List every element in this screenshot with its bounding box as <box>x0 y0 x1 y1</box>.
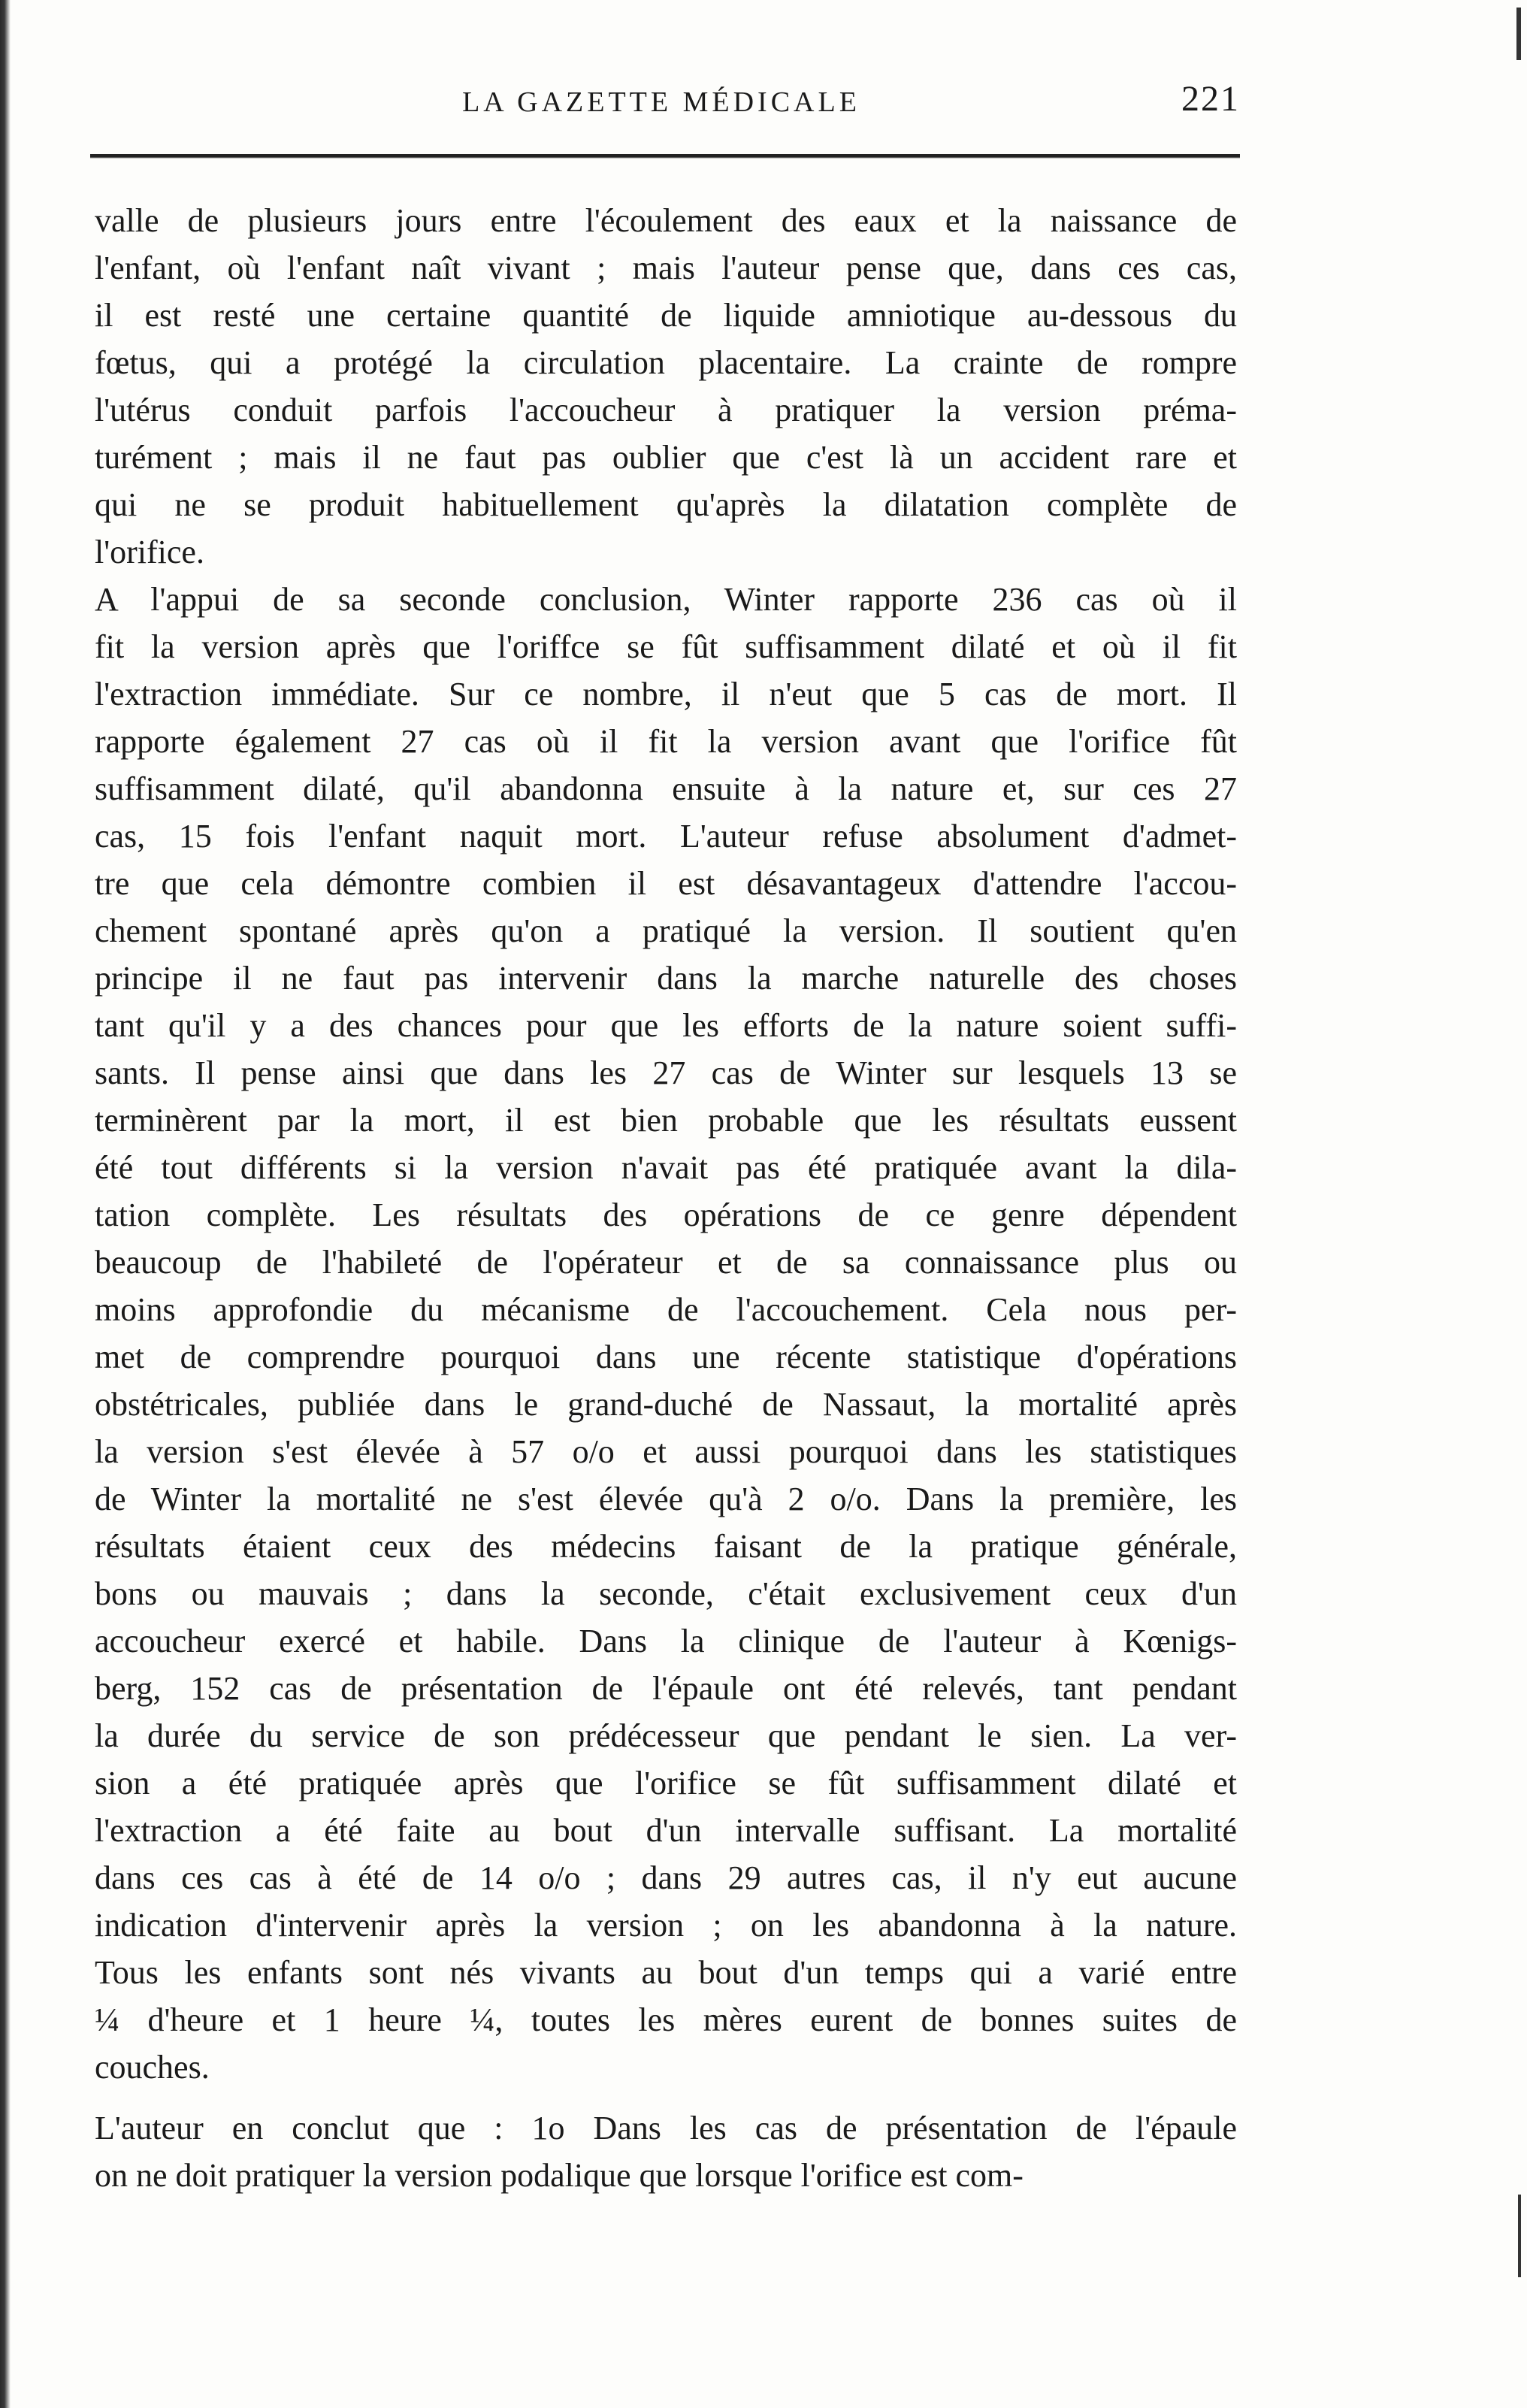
text-line: chement spontané après qu'on a pratiqué la version. Il soutient qu'en <box>95 912 1237 949</box>
text-line: fœtus, qui a protégé la circulation placentaire. La crainte de rompre <box>95 344 1237 381</box>
page-header <box>83 75 1240 128</box>
text-line: indication d'intervenir après la version ; on les abandonna à la nature. <box>95 1907 1237 1944</box>
text-line: l'utérus conduit parfois l'accoucheur à pratiquer la version préma- <box>95 392 1237 428</box>
text-line: moins approfondie du mécanisme de l'accouchement. Cela nous per- <box>95 1291 1237 1328</box>
paragraph-gap <box>95 2091 1237 2104</box>
text-line: l'orifice. <box>95 534 204 570</box>
text-line: valle de plusieurs jours entre l'écoulement des eaux et la naissance de <box>95 202 1237 239</box>
text-line: cas, 15 fois l'enfant naquit mort. L'auteur refuse absolument d'admet- <box>95 818 1237 855</box>
text-line: couches. <box>95 2049 210 2086</box>
text-line: Tous les enfants sont nés vivants au bout d'un temps qui a varié entre <box>95 1954 1237 1991</box>
text-line: l'enfant, où l'enfant naît vivant ; mais l'auteur pense que, dans ces cas, <box>95 250 1237 286</box>
text-line: suffisamment dilaté, qu'il abandonna ensuite à la nature et, sur ces 27 <box>95 770 1237 807</box>
running-title: LA GAZETTE MÉDICALE <box>462 86 860 118</box>
text-line: bons ou mauvais ; dans la seconde, c'était exclusivement ceux d'un <box>95 1575 1237 1612</box>
paragraph <box>95 197 1237 576</box>
text-line: la version s'est élevée à 57 o/o et aussi pourquoi dans les statistiques <box>95 1433 1237 1470</box>
text-line: qui ne se produit habituellement qu'après la dilatation complète de <box>95 486 1237 523</box>
text-line: sants. Il pense ainsi que dans les 27 cas de Winter sur lesquels 13 se <box>95 1054 1237 1091</box>
scan-margin-mark <box>1518 2195 1521 2277</box>
header-rule <box>90 154 1240 159</box>
text-line: tre que cela démontre combien il est désavantageux d'attendre l'accou- <box>95 865 1237 902</box>
text-line: A l'appui de sa seconde conclusion, Winter rapporte 236 cas où il <box>95 581 1237 618</box>
text-line: résultats étaient ceux des médecins faisant de la pratique générale, <box>95 1528 1237 1565</box>
text-line: rapporte également 27 cas où il fit la version avant que l'orifice fût <box>95 723 1237 760</box>
text-line: turément ; mais il ne faut pas oublier que c'est là un accident rare et <box>95 439 1237 476</box>
text-line: de Winter la mortalité ne s'est élevée qu'à 2 o/o. Dans la première, les <box>95 1481 1237 1517</box>
text-line: été tout différents si la version n'avait pas été pratiquée avant la dila- <box>95 1149 1237 1186</box>
text-line: principe il ne faut pas intervenir dans la marche naturelle des choses <box>95 960 1237 997</box>
text-line: ¼ d'heure et 1 heure ¼, toutes les mères eurent de bonnes suites de <box>95 2001 1237 2038</box>
text-line: la durée du service de son prédécesseur que pendant le sien. La ver- <box>95 1717 1237 1754</box>
text-line: tant qu'il y a des chances pour que les efforts de la nature soient suffi- <box>95 1007 1237 1044</box>
text-line: sion a été pratiquée après que l'orifice se fût suffisamment dilaté et <box>95 1765 1237 1801</box>
text-line: terminèrent par la mort, il est bien probable que les résultats eussent <box>95 1102 1237 1139</box>
text-line: obstétricales, publiée dans le grand-duché de Nassaut, la mortalité après <box>95 1386 1237 1423</box>
article-body <box>95 197 1237 2199</box>
text-line: met de comprendre pourquoi dans une récente statistique d'opérations <box>95 1339 1237 1375</box>
text-line: l'extraction immédiate. Sur ce nombre, il n'eut que 5 cas de mort. Il <box>95 676 1237 712</box>
text-line: on ne doit pratiquer la version podalique que lorsque l'orifice est com- <box>95 2157 1024 2194</box>
scan-margin-mark <box>1516 8 1521 60</box>
text-line: accoucheur exercé et habile. Dans la clinique de l'auteur à Kœnigs- <box>95 1623 1237 1659</box>
text-line: tation complète. Les résultats des opérations de ce genre dépendent <box>95 1196 1237 1233</box>
text-line: il est resté une certaine quantité de liquide amniotique au-dessous du <box>95 297 1237 334</box>
text-line: berg, 152 cas de présentation de l'épaule ont été relevés, tant pendant <box>95 1670 1237 1707</box>
paragraph <box>95 576 1237 2091</box>
text-line: fit la version après que l'oriffce se fût suffisamment dilaté et où il fit <box>95 628 1237 665</box>
text-line: l'extraction a été faite au bout d'un intervalle suffisant. La mortalité <box>95 1812 1237 1849</box>
binding-edge <box>0 0 11 2408</box>
text-line: dans ces cas à été de 14 o/o ; dans 29 autres cas, il n'y eut aucune <box>95 1859 1237 1896</box>
paragraph <box>95 2104 1237 2199</box>
text-line: beaucoup de l'habileté de l'opérateur et de sa connaissance plus ou <box>95 1244 1237 1281</box>
page-number: 221 <box>1181 79 1240 119</box>
text-line: L'auteur en conclut que : 1o Dans les cas de présentation de l'épaule <box>95 2110 1237 2146</box>
